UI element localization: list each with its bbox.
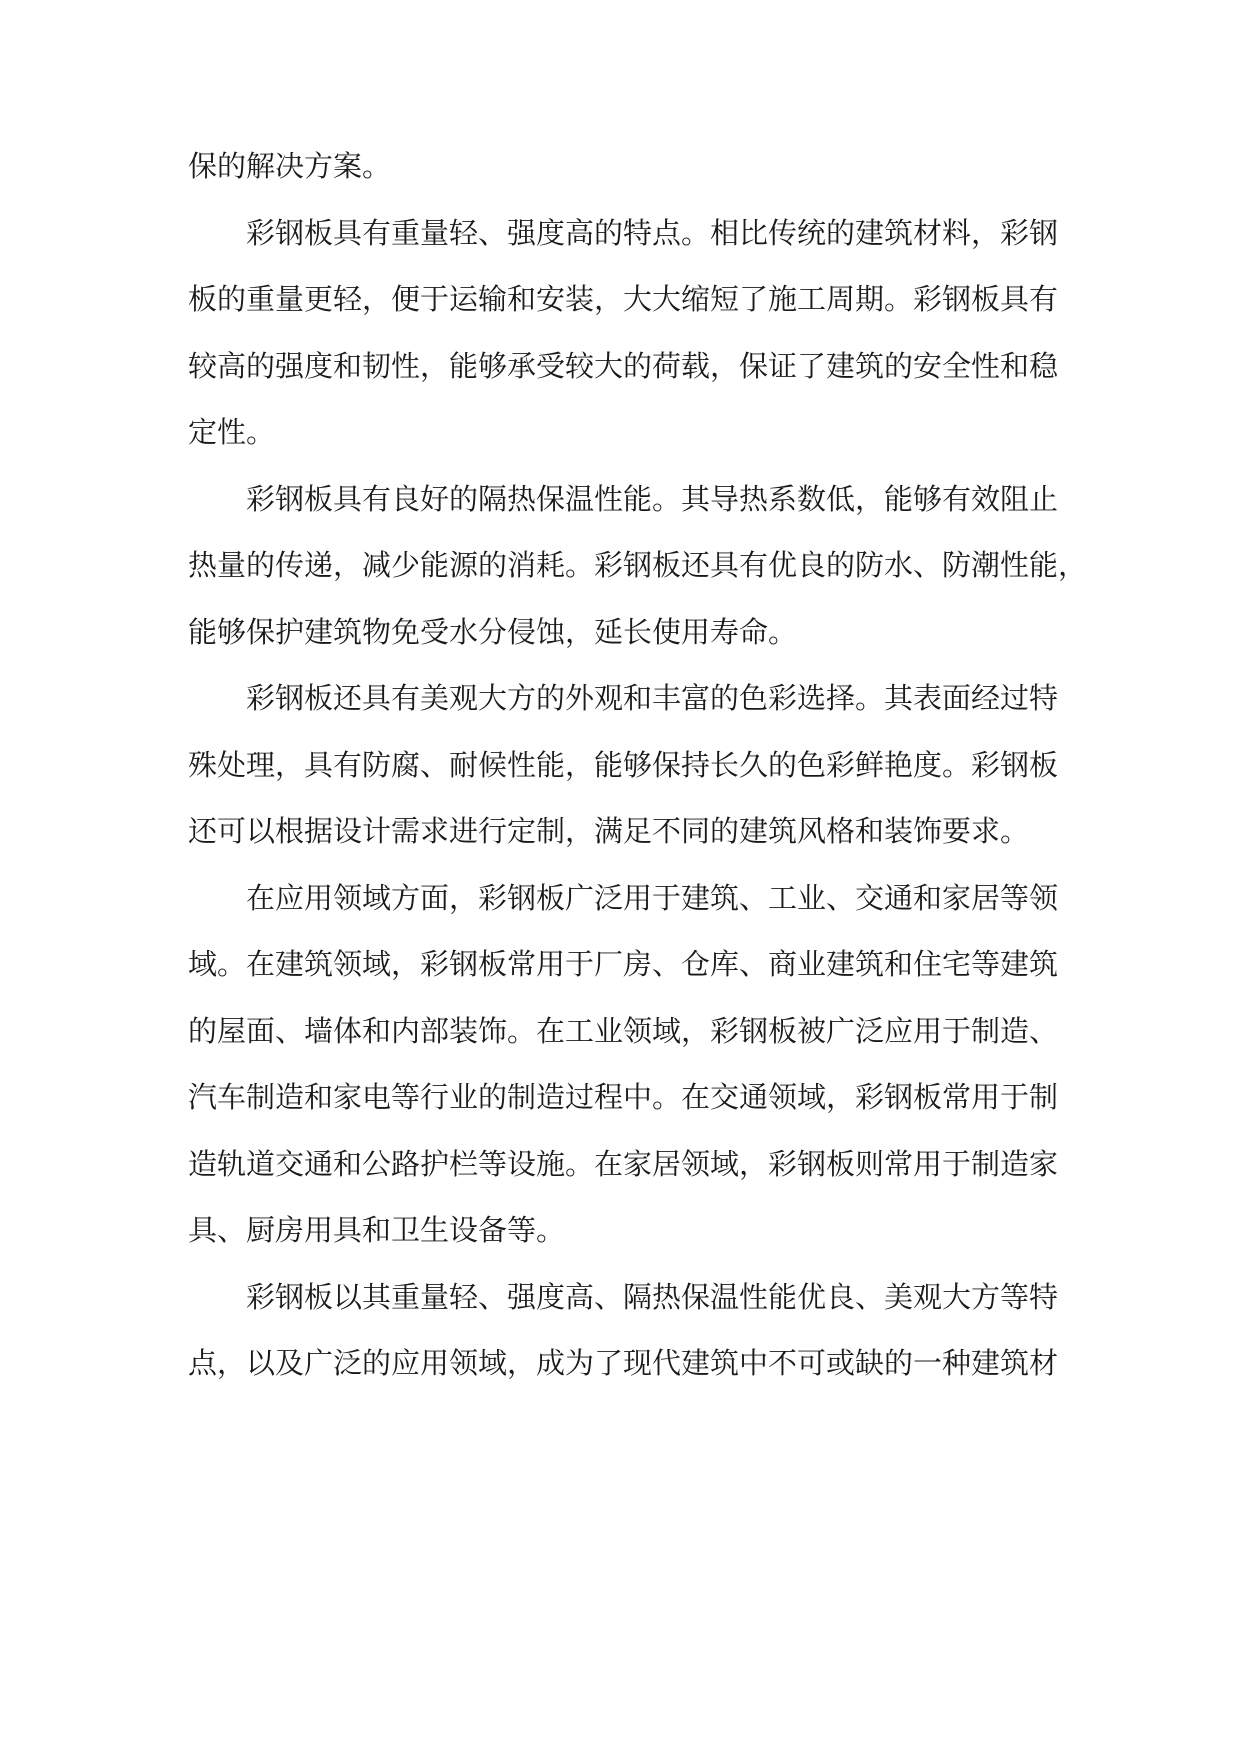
- text-line: 殊处理，具有防腐、耐候性能，能够保持长久的色彩鲜艳度。彩钢板: [188, 747, 1059, 782]
- text-line: 能够保护建筑物免受水分侵蚀，延长使用寿命。: [188, 614, 798, 649]
- body-text: [188, 133, 1088, 1397]
- paragraph-first-line: 彩钢板具有良好的隔热保温性能。其导热系数低，能够有效阻止: [246, 481, 1059, 516]
- paragraph-first-line: 彩钢板具有重量轻、强度高的特点。相比传统的建筑材料，彩钢: [246, 215, 1059, 250]
- text-line: 较高的强度和韧性，能够承受较大的荷载，保证了建筑的安全性和稳: [188, 348, 1059, 383]
- paragraph-first-line: 彩钢板以其重量轻、强度高、隔热保温性能优良、美观大方等特: [246, 1279, 1059, 1314]
- text-line: 还可以根据设计需求进行定制，满足不同的建筑风格和装饰要求。: [188, 814, 1030, 848]
- text-line: 保的解决方案。: [188, 149, 392, 183]
- text-line: 的屋面、墙体和内部装饰。在工业领域，彩钢板被广泛应用于制造、: [188, 1013, 1059, 1048]
- text-line: 域。在建筑领域，彩钢板常用于厂房、仓库、商业建筑和住宅等建筑: [188, 947, 1059, 981]
- text-line: 板的重量更轻，便于运输和安装，大大缩短了施工周期。彩钢板具有: [188, 282, 1059, 316]
- text-line: 定性。: [188, 415, 276, 449]
- text-line: 具、厨房用具和卫生设备等。: [188, 1213, 566, 1247]
- paragraph-first-line: 在应用领域方面，彩钢板广泛用于建筑、工业、交通和家居等领: [246, 880, 1059, 915]
- text-line: 热量的传递，减少能源的消耗。彩钢板还具有优良的防水、防潮性能，: [188, 548, 1088, 582]
- text-line: 造轨道交通和公路护栏等设施。在家居领域，彩钢板则常用于制造家: [188, 1146, 1059, 1181]
- text-line: 点，以及广泛的应用领域，成为了现代建筑中不可或缺的一种建筑材: [188, 1346, 1059, 1380]
- paragraph-first-line: 彩钢板还具有美观大方的外观和丰富的色彩选择。其表面经过特: [246, 681, 1059, 715]
- text-line: 汽车制造和家电等行业的制造过程中。在交通领域，彩钢板常用于制: [188, 1080, 1059, 1114]
